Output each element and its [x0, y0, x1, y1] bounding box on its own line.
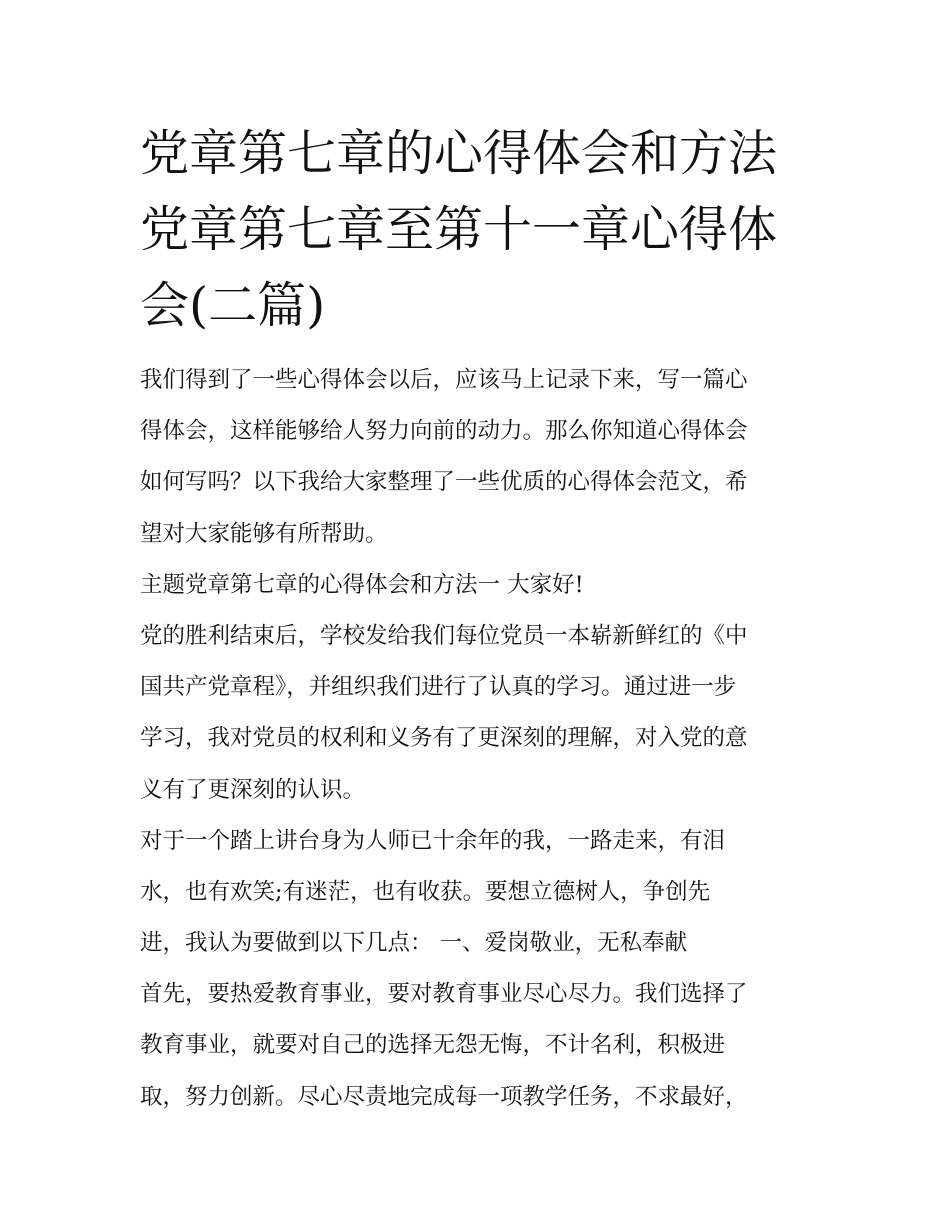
title-line: 党章第七章至第十一章心得体: [140, 201, 778, 258]
body-line: 对于一个踏上讲台身为人师已十余年的我，一路走来，有泪: [140, 827, 726, 854]
document-title: [140, 116, 820, 344]
body-line: 望对大家能够有所帮助。: [140, 520, 388, 547]
body-line: 取，努力创新。尽心尽责地完成每一项教学任务，不求最好，: [140, 1083, 748, 1110]
body-line: 如何写吗？以下我给大家整理了一些优质的心得体会范文，希: [140, 469, 748, 496]
body-line: 首先，要热爱教育事业，要对教育事业尽心尽力。我们选择了: [140, 981, 748, 1008]
body-line: 进，我认为要做到以下几点： 一、爱岗敬业，无私奉献: [140, 930, 688, 957]
body-line: 学习，我对党员的权利和义务有了更深刻的理解，对入党的意: [140, 725, 748, 752]
body-line: 党的胜利结束后，学校发给我们每位党员一本崭新鲜红的《中: [140, 622, 748, 649]
body-line: 得体会，这样能够给人努力向前的动力。那么你知道心得体会: [140, 418, 748, 445]
document-body: [140, 355, 820, 1123]
title-line: 会(二篇): [140, 277, 326, 334]
body-line: 教育事业，就要对自己的选择无怨无悔，不计名利，积极进: [140, 1032, 726, 1059]
body-line: 水，也有欢笑;有迷茫，也有收获。要想立德树人，争创先: [140, 878, 711, 905]
section-heading: 主题党章第七章的心得体会和方法一 大家好!: [140, 571, 584, 598]
body-line: 义有了更深刻的认识。: [140, 776, 366, 803]
title-line: 党章第七章的心得体会和方法: [140, 125, 778, 182]
body-line: 我们得到了一些心得体会以后，应该马上记录下来，写一篇心: [140, 367, 748, 393]
body-line: 国共产党章程》，并组织我们进行了认真的学习。通过进一步: [140, 674, 737, 701]
